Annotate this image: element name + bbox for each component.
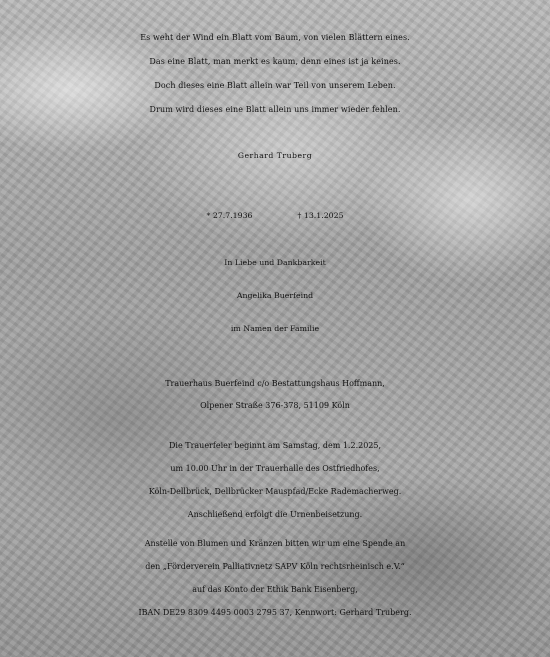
poem-line: Doch dieses eine Blatt allein war Teil von unserem Leben. <box>154 81 396 90</box>
birth-date: * 27.7.1936 <box>206 211 253 220</box>
mourner-line: im Namen der Familie <box>230 324 320 333</box>
donation-line: auf das Konto der Ethik Bank Eisenberg, <box>192 585 358 594</box>
ceremony-line: Anschließend erfolgt die Urnenbeisetzung. <box>187 510 363 519</box>
mourner-line: Angelika Buerfeind <box>236 291 314 300</box>
death-date: † 13.1.2025 <box>297 211 344 220</box>
donation-line: den „Förderverein Palliativnetz SAPV Köln rechtsrheinisch e.V.“ <box>145 562 405 571</box>
poem-line: Das eine Blatt, man merkt es kaum, denn eines ist ja keines. <box>149 57 401 66</box>
deceased-name: Gerhard Truberg <box>237 151 313 160</box>
mourner-line: In Liebe und Dankbarkeit <box>224 258 326 267</box>
funeral-home-line: Trauerhaus Buerfeind c/o Bestattungshaus Hoffmann, <box>165 379 385 388</box>
donation-line: Anstelle von Blumen und Kränzen bitten wir um eine Spende an <box>144 539 406 548</box>
poem-line: Es weht der Wind ein Blatt vom Baum, von vielen Blättern eines. <box>140 33 410 42</box>
funeral-home-line: Olpener Straße 376-378, 51109 Köln <box>200 401 350 410</box>
ceremony-line: um 10.00 Uhr in der Trauerhalle des Ostfriedhofes, <box>170 464 380 473</box>
ceremony-line: Köln-Dellbrück, Dellbrücker Mauspfad/Ecke Rademacherweg. <box>148 487 402 496</box>
donation-line: IBAN DE29 8309 4495 0003 2795 37, Kennwort: Gerhard Truberg. <box>138 608 412 617</box>
ceremony-line: Die Trauerfeier beginnt am Samstag, dem 1.2.2025, <box>168 441 382 450</box>
poem-line: Drum wird dieses eine Blatt allein uns immer wieder fehlen. <box>149 105 401 114</box>
life-dates <box>0 211 550 220</box>
